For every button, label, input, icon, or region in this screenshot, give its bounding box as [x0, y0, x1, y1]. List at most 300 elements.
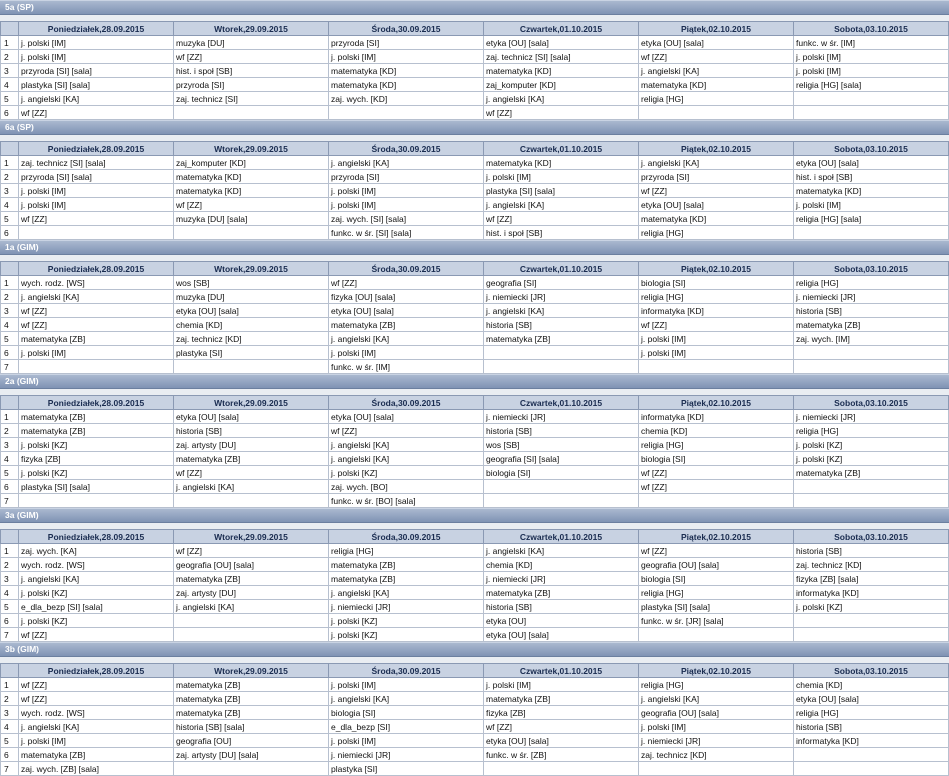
lesson-cell: plastyka [SI] [sala]: [484, 184, 639, 198]
day-header: Wtorek,29.09.2015: [174, 664, 329, 678]
table-row: [1, 106, 949, 120]
lesson-cell: zaj. wych. [SI] [sala]: [329, 212, 484, 226]
lesson-cell: wf [ZZ]: [639, 466, 794, 480]
lesson-number: 1: [1, 678, 19, 692]
lesson-number: 7: [1, 494, 19, 508]
lesson-number: 5: [1, 466, 19, 480]
table-row: [1, 304, 949, 318]
lesson-cell: geografia [OU] [sala]: [639, 706, 794, 720]
day-header: Czwartek,01.10.2015: [484, 22, 639, 36]
lesson-cell: zaj. technicz [KD]: [174, 332, 329, 346]
class-section: [0, 0, 949, 120]
lesson-cell: informatyka [KD]: [794, 734, 949, 748]
lesson-cell: matematyka [ZB]: [174, 692, 329, 706]
lesson-cell: j. angielski [KA]: [639, 156, 794, 170]
lesson-cell: chemia [KD]: [639, 424, 794, 438]
lesson-number: 5: [1, 600, 19, 614]
lesson-cell: [174, 360, 329, 374]
lesson-cell: etyka [OU] [sala]: [794, 156, 949, 170]
lesson-cell: [794, 226, 949, 240]
lesson-cell: [794, 494, 949, 508]
lesson-cell: przyroda [SI] [sala]: [19, 64, 174, 78]
day-header: Czwartek,01.10.2015: [484, 396, 639, 410]
lesson-cell: funkc. w śr. [SI] [sala]: [329, 226, 484, 240]
lesson-cell: j. angielski [KA]: [639, 64, 794, 78]
lesson-cell: funkc. w śr. [JR] [sala]: [639, 614, 794, 628]
lesson-cell: j. angielski [KA]: [174, 600, 329, 614]
lesson-cell: j. polski [IM]: [329, 50, 484, 64]
lesson-cell: j. niemiecki [JR]: [794, 290, 949, 304]
lesson-cell: religia [HG]: [794, 276, 949, 290]
lesson-cell: historia [SB]: [794, 544, 949, 558]
lesson-cell: chemia [KD]: [484, 558, 639, 572]
lesson-number: 2: [1, 424, 19, 438]
lesson-cell: zaj. wych. [IM]: [794, 332, 949, 346]
lesson-number: 6: [1, 346, 19, 360]
table-row: [1, 466, 949, 480]
lesson-cell: historia [SB]: [484, 318, 639, 332]
lesson-cell: j. angielski [KA]: [484, 304, 639, 318]
lesson-cell: geografia [OU] [sala]: [174, 558, 329, 572]
timetable: [0, 21, 949, 120]
lesson-cell: wf [ZZ]: [484, 720, 639, 734]
day-header: Wtorek,29.09.2015: [174, 262, 329, 276]
lesson-cell: wf [ZZ]: [19, 692, 174, 706]
lesson-cell: etyka [OU]: [484, 614, 639, 628]
lesson-number: 4: [1, 78, 19, 92]
header-row: [1, 530, 949, 544]
lesson-cell: [639, 494, 794, 508]
lesson-cell: j. niemiecki [JR]: [639, 734, 794, 748]
lesson-cell: [794, 628, 949, 642]
lesson-number-header: [1, 396, 19, 410]
lesson-cell: wf [ZZ]: [639, 184, 794, 198]
lesson-number: 1: [1, 36, 19, 50]
lesson-cell: [484, 480, 639, 494]
lesson-cell: j. polski [IM]: [329, 678, 484, 692]
day-header: Wtorek,29.09.2015: [174, 22, 329, 36]
lesson-cell: plastyka [SI]: [174, 346, 329, 360]
lesson-cell: zaj. technicz [KD]: [794, 558, 949, 572]
table-row: [1, 360, 949, 374]
class-section: [0, 240, 949, 374]
lesson-number: 5: [1, 734, 19, 748]
lesson-cell: biologia [SI]: [639, 572, 794, 586]
lesson-number-header: [1, 22, 19, 36]
lesson-cell: j. polski [IM]: [639, 720, 794, 734]
lesson-cell: informatyka [KD]: [639, 304, 794, 318]
day-header: Sobota,03.10.2015: [794, 22, 949, 36]
lesson-number: 5: [1, 332, 19, 346]
lesson-cell: historia [SB] [sala]: [174, 720, 329, 734]
lesson-number: 6: [1, 614, 19, 628]
lesson-cell: wf [ZZ]: [639, 318, 794, 332]
lesson-cell: j. angielski [KA]: [639, 692, 794, 706]
lesson-number: 6: [1, 480, 19, 494]
lesson-number: 2: [1, 692, 19, 706]
lesson-cell: zaj_komputer [KD]: [174, 156, 329, 170]
timetable: [0, 663, 949, 776]
lesson-cell: wf [ZZ]: [639, 50, 794, 64]
lesson-cell: wf [ZZ]: [19, 106, 174, 120]
lesson-cell: hist. i społ [SB]: [794, 170, 949, 184]
lesson-number: 3: [1, 438, 19, 452]
lesson-number: 4: [1, 198, 19, 212]
lesson-cell: przyroda [SI] [sala]: [19, 170, 174, 184]
lesson-cell: matematyka [ZB]: [484, 332, 639, 346]
lesson-cell: etyka [OU] [sala]: [174, 304, 329, 318]
lesson-cell: j. angielski [KA]: [484, 92, 639, 106]
day-header: Wtorek,29.09.2015: [174, 396, 329, 410]
lesson-cell: wych. rodz. [WS]: [19, 558, 174, 572]
lesson-cell: historia [SB]: [794, 304, 949, 318]
lesson-number: 7: [1, 762, 19, 776]
lesson-cell: j. niemiecki [JR]: [329, 600, 484, 614]
lesson-cell: [19, 494, 174, 508]
table-row: [1, 720, 949, 734]
lesson-cell: matematyka [KD]: [484, 64, 639, 78]
lesson-cell: informatyka [KD]: [794, 586, 949, 600]
lesson-cell: matematyka [KD]: [329, 64, 484, 78]
lesson-cell: biologia [SI]: [484, 466, 639, 480]
lesson-cell: [794, 360, 949, 374]
lesson-cell: matematyka [ZB]: [174, 706, 329, 720]
class-section: [0, 508, 949, 642]
lesson-cell: religia [HG]: [329, 544, 484, 558]
lesson-cell: matematyka [ZB]: [19, 748, 174, 762]
lesson-cell: j. angielski [KA]: [329, 692, 484, 706]
lesson-cell: religia [HG] [sala]: [794, 212, 949, 226]
table-row: [1, 614, 949, 628]
day-header: Sobota,03.10.2015: [794, 262, 949, 276]
day-header: Poniedziałek,28.09.2015: [19, 530, 174, 544]
lesson-cell: matematyka [KD]: [794, 184, 949, 198]
day-header: Czwartek,01.10.2015: [484, 142, 639, 156]
lesson-cell: religia [HG] [sala]: [794, 78, 949, 92]
lesson-cell: j. polski [KZ]: [329, 466, 484, 480]
table-row: [1, 156, 949, 170]
lesson-cell: hist. i społ [SB]: [484, 226, 639, 240]
lesson-cell: j. polski [IM]: [794, 50, 949, 64]
table-row: [1, 78, 949, 92]
lesson-cell: zaj. technicz [SI] [sala]: [484, 50, 639, 64]
lesson-cell: j. angielski [KA]: [19, 572, 174, 586]
lesson-number: 4: [1, 318, 19, 332]
table-row: [1, 36, 949, 50]
table-row: [1, 318, 949, 332]
lesson-cell: j. polski [KZ]: [329, 614, 484, 628]
lesson-cell: matematyka [KD]: [329, 78, 484, 92]
lesson-cell: wych. rodz. [WS]: [19, 276, 174, 290]
lesson-cell: biologia [SI]: [329, 706, 484, 720]
lesson-cell: [794, 480, 949, 494]
lesson-cell: wf [ZZ]: [19, 318, 174, 332]
lesson-cell: muzyka [DU]: [174, 36, 329, 50]
lesson-cell: j. angielski [KA]: [329, 452, 484, 466]
class-title: 1a (GIM): [0, 240, 949, 255]
lesson-cell: historia [SB]: [794, 720, 949, 734]
lesson-cell: j. niemiecki [JR]: [484, 410, 639, 424]
lesson-cell: j. polski [IM]: [329, 184, 484, 198]
lesson-cell: etyka [OU] [sala]: [329, 410, 484, 424]
lesson-cell: wf [ZZ]: [174, 198, 329, 212]
lesson-cell: j. angielski [KA]: [19, 290, 174, 304]
lesson-cell: j. polski [KZ]: [794, 438, 949, 452]
lesson-cell: matematyka [KD]: [484, 156, 639, 170]
lesson-cell: matematyka [KD]: [174, 170, 329, 184]
day-header: Środa,30.09.2015: [329, 664, 484, 678]
lesson-cell: j. angielski [KA]: [329, 438, 484, 452]
lesson-cell: religia [HG]: [794, 424, 949, 438]
lesson-number: 1: [1, 544, 19, 558]
lesson-cell: geografia [OU]: [174, 734, 329, 748]
lesson-cell: etyka [OU] [sala]: [484, 734, 639, 748]
lesson-cell: [794, 106, 949, 120]
lesson-cell: fizyka [ZB] [sala]: [794, 572, 949, 586]
lesson-number: 5: [1, 92, 19, 106]
lesson-cell: hist. i społ [SB]: [174, 64, 329, 78]
lesson-cell: chemia [KD]: [174, 318, 329, 332]
lesson-cell: wf [ZZ]: [19, 212, 174, 226]
class-section: [0, 642, 949, 776]
lesson-cell: [174, 762, 329, 776]
lesson-cell: wf [ZZ]: [19, 678, 174, 692]
lesson-number: 2: [1, 50, 19, 64]
lesson-number: 3: [1, 64, 19, 78]
class-title: 3b (GIM): [0, 642, 949, 657]
timetable: [0, 261, 949, 374]
table-row: [1, 346, 949, 360]
lesson-cell: matematyka [ZB]: [484, 692, 639, 706]
table-row: [1, 692, 949, 706]
lesson-cell: [794, 748, 949, 762]
lesson-number: 1: [1, 156, 19, 170]
lesson-cell: [484, 762, 639, 776]
lesson-number: 6: [1, 226, 19, 240]
lesson-cell: j. angielski [KA]: [484, 544, 639, 558]
lesson-cell: funkc. w śr. [IM]: [794, 36, 949, 50]
lesson-cell: zaj. artysty [DU] [sala]: [174, 748, 329, 762]
lesson-cell: j. polski [IM]: [484, 678, 639, 692]
lesson-cell: [794, 92, 949, 106]
lesson-cell: j. polski [KZ]: [794, 452, 949, 466]
lesson-cell: religia [HG]: [794, 706, 949, 720]
header-row: [1, 22, 949, 36]
day-header: Piątek,02.10.2015: [639, 142, 794, 156]
table-row: [1, 748, 949, 762]
table-row: [1, 706, 949, 720]
lesson-cell: matematyka [ZB]: [329, 318, 484, 332]
lesson-cell: etyka [OU] [sala]: [484, 628, 639, 642]
lesson-cell: [484, 360, 639, 374]
day-header: Sobota,03.10.2015: [794, 530, 949, 544]
lesson-cell: j. polski [IM]: [19, 50, 174, 64]
lesson-cell: j. angielski [KA]: [329, 156, 484, 170]
lesson-number: 4: [1, 586, 19, 600]
lesson-cell: [174, 106, 329, 120]
lesson-cell: etyka [OU] [sala]: [794, 692, 949, 706]
lesson-cell: matematyka [ZB]: [794, 318, 949, 332]
lesson-cell: j. polski [IM]: [19, 734, 174, 748]
lesson-cell: [484, 494, 639, 508]
lesson-cell: [174, 628, 329, 642]
lesson-cell: j. polski [KZ]: [19, 614, 174, 628]
lesson-number: 6: [1, 106, 19, 120]
class-section: [0, 374, 949, 508]
lesson-cell: matematyka [ZB]: [794, 466, 949, 480]
table-row: [1, 628, 949, 642]
lesson-cell: j. polski [IM]: [329, 734, 484, 748]
lesson-cell: matematyka [KD]: [174, 184, 329, 198]
day-header: Poniedziałek,28.09.2015: [19, 142, 174, 156]
lesson-cell: informatyka [KD]: [639, 410, 794, 424]
table-row: [1, 480, 949, 494]
lesson-number: 7: [1, 628, 19, 642]
day-header: Poniedziałek,28.09.2015: [19, 22, 174, 36]
lesson-cell: religia [HG]: [639, 586, 794, 600]
lesson-cell: zaj. artysty [DU]: [174, 586, 329, 600]
table-row: [1, 50, 949, 64]
table-row: [1, 212, 949, 226]
table-row: [1, 452, 949, 466]
lesson-cell: [19, 360, 174, 374]
lesson-cell: [639, 762, 794, 776]
lesson-cell: j. polski [IM]: [19, 36, 174, 50]
lesson-cell: j. niemiecki [JR]: [484, 572, 639, 586]
day-header: Wtorek,29.09.2015: [174, 142, 329, 156]
day-header: Sobota,03.10.2015: [794, 664, 949, 678]
lesson-cell: plastyka [SI] [sala]: [639, 600, 794, 614]
lesson-cell: matematyka [ZB]: [329, 572, 484, 586]
lesson-cell: matematyka [ZB]: [19, 424, 174, 438]
lesson-cell: biologia [SI]: [639, 276, 794, 290]
lesson-cell: zaj. wych. [KD]: [329, 92, 484, 106]
table-row: [1, 734, 949, 748]
lesson-cell: geografia [SI]: [484, 276, 639, 290]
timetable: [0, 141, 949, 240]
lesson-cell: religia [HG]: [639, 92, 794, 106]
day-header: Piątek,02.10.2015: [639, 664, 794, 678]
lesson-cell: j. angielski [KA]: [329, 586, 484, 600]
class-title: 5a (SP): [0, 0, 949, 15]
lesson-cell: zaj. wych. [KA]: [19, 544, 174, 558]
lesson-cell: [19, 226, 174, 240]
lesson-cell: matematyka [ZB]: [484, 586, 639, 600]
lesson-cell: j. polski [IM]: [19, 184, 174, 198]
lesson-cell: j. polski [KZ]: [19, 438, 174, 452]
lesson-number: 3: [1, 572, 19, 586]
lesson-number: 4: [1, 720, 19, 734]
lesson-number: 7: [1, 360, 19, 374]
lesson-cell: funkc. w śr. [IM]: [329, 360, 484, 374]
lesson-cell: etyka [OU] [sala]: [639, 198, 794, 212]
lesson-cell: [794, 346, 949, 360]
lesson-cell: [174, 226, 329, 240]
table-row: [1, 438, 949, 452]
day-header: Środa,30.09.2015: [329, 142, 484, 156]
lesson-cell: zaj. wych. [ZB] [sala]: [19, 762, 174, 776]
lesson-cell: e_dla_bezp [SI]: [329, 720, 484, 734]
lesson-cell: [639, 628, 794, 642]
lesson-cell: wf [ZZ]: [484, 106, 639, 120]
lesson-cell: religia [HG]: [639, 290, 794, 304]
lesson-cell: zaj. artysty [DU]: [174, 438, 329, 452]
class-section: [0, 120, 949, 240]
lesson-cell: j. polski [IM]: [639, 332, 794, 346]
day-header: Sobota,03.10.2015: [794, 142, 949, 156]
day-header: Czwartek,01.10.2015: [484, 530, 639, 544]
lesson-number-header: [1, 664, 19, 678]
table-row: [1, 424, 949, 438]
class-title: 2a (GIM): [0, 374, 949, 389]
table-row: [1, 494, 949, 508]
lesson-cell: matematyka [ZB]: [329, 558, 484, 572]
day-header: Środa,30.09.2015: [329, 262, 484, 276]
day-header: Sobota,03.10.2015: [794, 396, 949, 410]
day-header: Środa,30.09.2015: [329, 22, 484, 36]
header-row: [1, 664, 949, 678]
lesson-cell: e_dla_bezp [SI] [sala]: [19, 600, 174, 614]
lesson-cell: muzyka [DU]: [174, 290, 329, 304]
lesson-cell: religia [HG]: [639, 678, 794, 692]
day-header: Środa,30.09.2015: [329, 396, 484, 410]
lesson-cell: j. niemiecki [JR]: [484, 290, 639, 304]
lesson-cell: wf [ZZ]: [174, 50, 329, 64]
lesson-cell: plastyka [SI] [sala]: [19, 480, 174, 494]
table-row: [1, 92, 949, 106]
lesson-cell: plastyka [SI] [sala]: [19, 78, 174, 92]
table-row: [1, 332, 949, 346]
lesson-cell: funkc. w śr. [ZB]: [484, 748, 639, 762]
lesson-number: 6: [1, 748, 19, 762]
lesson-cell: chemia [KD]: [794, 678, 949, 692]
day-header: Czwartek,01.10.2015: [484, 664, 639, 678]
lesson-number: 2: [1, 558, 19, 572]
lesson-cell: wf [ZZ]: [484, 212, 639, 226]
table-row: [1, 170, 949, 184]
lesson-cell: matematyka [ZB]: [19, 332, 174, 346]
lesson-cell: plastyka [SI]: [329, 762, 484, 776]
lesson-cell: j. niemiecki [JR]: [794, 410, 949, 424]
lesson-cell: historia [SB]: [484, 600, 639, 614]
lesson-cell: przyroda [SI]: [329, 36, 484, 50]
table-row: [1, 198, 949, 212]
lesson-cell: j. polski [IM]: [329, 346, 484, 360]
lesson-cell: fizyka [OU] [sala]: [329, 290, 484, 304]
lesson-cell: matematyka [ZB]: [174, 678, 329, 692]
lesson-cell: wf [ZZ]: [329, 424, 484, 438]
table-row: [1, 410, 949, 424]
lesson-cell: zaj. technicz [SI] [sala]: [19, 156, 174, 170]
lesson-cell: j. polski [KZ]: [794, 600, 949, 614]
timetable: [0, 529, 949, 642]
lesson-cell: [639, 106, 794, 120]
lesson-cell: geografia [OU] [sala]: [639, 558, 794, 572]
table-row: [1, 586, 949, 600]
lesson-cell: j. polski [IM]: [484, 170, 639, 184]
table-row: [1, 184, 949, 198]
lesson-number: 1: [1, 410, 19, 424]
lesson-cell: funkc. w śr. [BO] [sala]: [329, 494, 484, 508]
table-row: [1, 558, 949, 572]
lesson-number: 4: [1, 452, 19, 466]
table-row: [1, 678, 949, 692]
lesson-cell: j. polski [KZ]: [329, 628, 484, 642]
lesson-cell: [484, 346, 639, 360]
lesson-cell: etyka [OU] [sala]: [639, 36, 794, 50]
lesson-cell: fizyka [ZB]: [19, 452, 174, 466]
header-row: [1, 396, 949, 410]
